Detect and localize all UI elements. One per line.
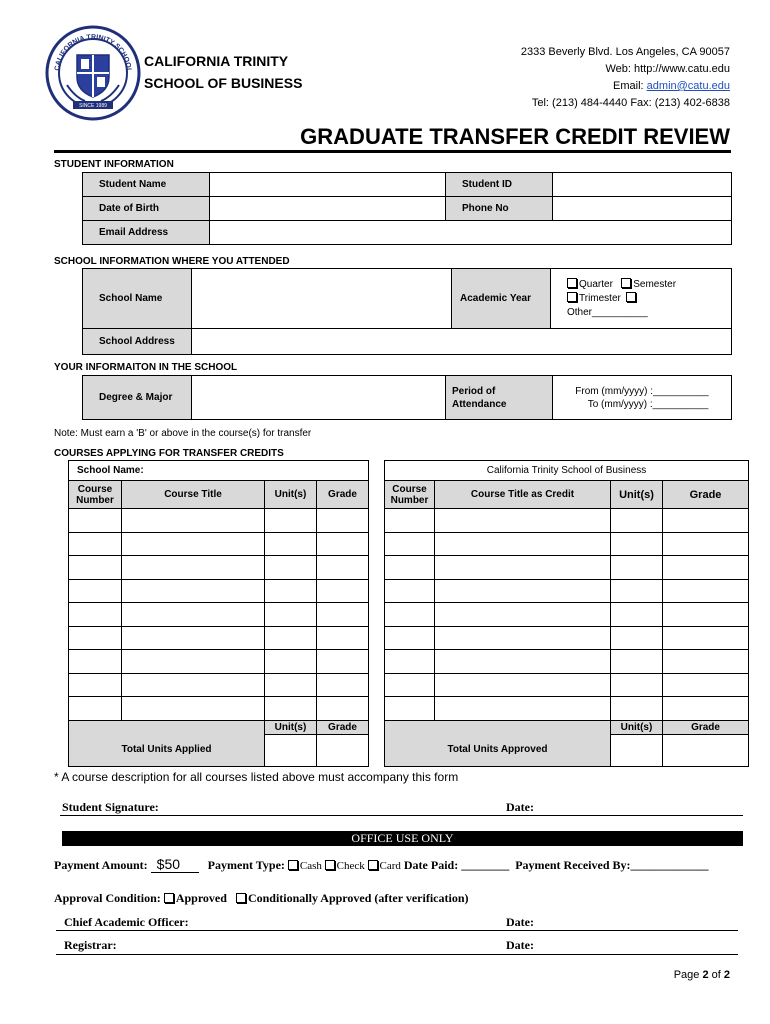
dob-field[interactable] xyxy=(210,197,446,221)
phone-label: Phone No xyxy=(446,197,553,221)
payment-amount-label: Payment Amount: xyxy=(54,858,148,872)
approval-condition-label: Approval Condition: xyxy=(54,891,161,905)
catu-header: California Trinity School of Business xyxy=(385,461,749,481)
courses-heading: COURSES APPLYING FOR TRANSFER CREDITS xyxy=(54,448,284,459)
total-units-field[interactable] xyxy=(265,734,317,766)
approved-units-header: Unit(s) xyxy=(611,720,663,734)
form-title: GRADUATE TRANSFER CREDIT REVIEW xyxy=(300,124,730,149)
web-text: Web: http://www.catu.edu xyxy=(605,63,730,75)
student-name-field[interactable] xyxy=(210,173,446,197)
transfer-note: Note: Must earn a 'B' or above in the course(s) for transfer xyxy=(54,428,312,439)
table-row[interactable] xyxy=(69,509,749,533)
period-label-line2: Attendance xyxy=(452,398,507,410)
cao-label: Chief Academic Officer: xyxy=(64,915,189,929)
total-units-header: Unit(s) xyxy=(265,720,317,734)
approved-units-field[interactable] xyxy=(611,734,663,766)
academic-year-options xyxy=(551,269,732,329)
units-header: Unit(s) xyxy=(265,481,317,509)
quarter-label: Quarter xyxy=(579,278,613,290)
other-checkbox[interactable] xyxy=(626,292,636,302)
course-number-header-right: Course Number xyxy=(385,481,435,509)
approved-checkbox[interactable] xyxy=(164,893,174,903)
conditionally-approved-checkbox[interactable] xyxy=(236,893,246,903)
school-info-table xyxy=(82,268,732,355)
from-text: From (mm/yyyy) :__________ xyxy=(575,385,709,397)
approved-grade-header: Grade xyxy=(663,720,749,734)
school-name-field[interactable] xyxy=(192,269,452,329)
student-id-field[interactable] xyxy=(553,173,732,197)
table-row[interactable] xyxy=(69,650,749,674)
your-info-heading: YOUR INFORMAITON IN THE SCHOOL xyxy=(54,362,238,373)
svg-text:CALIFORNIA TRINITY SCHOOL OF B: CALIFORNIA TRINITY SCHOOL xyxy=(54,33,133,73)
approved-grade-field[interactable] xyxy=(663,734,749,766)
date-paid-label: Date Paid: ________ xyxy=(403,858,510,872)
course-title-header: Course Title xyxy=(122,481,265,509)
school-name-label: School Name xyxy=(83,269,192,329)
total-grade-header: Grade xyxy=(317,720,369,734)
trimester-label: Trimester xyxy=(579,292,621,304)
grade-header: Grade xyxy=(317,481,369,509)
student-name-label: Student Name xyxy=(83,173,210,197)
table-row[interactable] xyxy=(69,532,749,556)
check-label: Check xyxy=(336,860,365,872)
school-seal-logo xyxy=(45,25,141,121)
course-number-header: Course Number xyxy=(69,481,122,509)
title-rule xyxy=(54,150,731,153)
school-name-line1: CALIFORNIA TRINITY xyxy=(144,53,289,69)
table-row[interactable] xyxy=(69,579,749,603)
card-label: Card xyxy=(379,860,401,872)
card-checkbox[interactable] xyxy=(368,860,378,870)
email-prefix: Email: xyxy=(613,80,647,92)
school-name-line2: SCHOOL OF BUSINESS xyxy=(144,75,303,91)
table-row[interactable] xyxy=(69,556,749,580)
payment-received-label: Payment Received By:_____________ xyxy=(515,858,709,872)
tel-text: Tel: (213) 484-4440 Fax: (213) 402-6838 xyxy=(531,97,730,109)
student-signature-label: Student Signature: xyxy=(62,800,159,814)
student-info-heading: STUDENT INFORMATION xyxy=(54,159,174,170)
office-use-banner: OFFICE USE ONLY xyxy=(62,831,743,846)
email-label: Email Address xyxy=(83,221,210,245)
period-label xyxy=(446,376,553,420)
registrar-signature-line[interactable] xyxy=(56,954,738,955)
semester-label: Semester xyxy=(633,278,677,290)
email-link[interactable]: admin@catu.edu xyxy=(646,80,730,92)
approved-label: Approved xyxy=(175,891,227,905)
student-info-table xyxy=(82,172,732,245)
check-checkbox[interactable] xyxy=(325,860,335,870)
degree-major-label: Degree & Major xyxy=(83,376,192,420)
signature-line[interactable] xyxy=(60,815,743,816)
academic-year-label: Academic Year xyxy=(452,269,551,329)
course-title-credit-header: Course Title as Credit xyxy=(435,481,611,509)
svg-text:SINCE 1989: SINCE 1989 xyxy=(79,103,107,109)
cao-date-label: Date: xyxy=(506,915,534,929)
approval-row xyxy=(54,891,468,906)
your-info-table xyxy=(82,375,732,420)
cash-label: Cash xyxy=(299,860,322,872)
total-units-applied-label: Total Units Applied xyxy=(69,720,265,766)
conditionally-approved-label: Conditionally Approved (after verification) xyxy=(247,891,469,905)
phone-field[interactable] xyxy=(553,197,732,221)
total-units-approved-label: Total Units Approved xyxy=(385,720,611,766)
email-line xyxy=(521,78,730,95)
quarter-checkbox[interactable] xyxy=(567,278,577,288)
trimester-checkbox[interactable] xyxy=(567,292,577,302)
payment-amount-value[interactable]: $50 xyxy=(151,856,199,873)
school-address-label: School Address xyxy=(83,329,192,355)
school-info-heading: SCHOOL INFORMATION WHERE YOU ATTENDED xyxy=(54,256,290,267)
cash-checkbox[interactable] xyxy=(288,860,298,870)
to-text: To (mm/yyyy) :__________ xyxy=(587,398,709,410)
contact-block xyxy=(521,44,730,112)
table-gap xyxy=(369,461,385,767)
total-grade-field[interactable] xyxy=(317,734,369,766)
registrar-date-label: Date: xyxy=(506,938,534,952)
units-header-right: Unit(s) xyxy=(611,481,663,509)
other-label: Other__________ xyxy=(567,306,648,318)
school-address-field[interactable] xyxy=(192,329,732,355)
email-field[interactable] xyxy=(210,221,732,245)
page-number: Page 2 of 2 xyxy=(673,969,730,981)
registrar-label: Registrar: xyxy=(64,938,117,952)
period-field[interactable] xyxy=(553,376,732,420)
grade-header-right: Grade xyxy=(663,481,749,509)
dob-label: Date of Birth xyxy=(83,197,210,221)
student-id-label: Student ID xyxy=(446,173,553,197)
cao-signature-line[interactable] xyxy=(56,930,738,931)
course-description-footnote: * A course description for all courses listed above must accompany this form xyxy=(54,770,459,784)
period-label-line1: Period of xyxy=(452,385,496,397)
payment-row xyxy=(54,856,709,873)
payment-type-label: Payment Type: xyxy=(207,858,285,872)
table-row[interactable] xyxy=(69,697,749,721)
degree-major-field[interactable] xyxy=(192,376,446,420)
signature-date-label: Date: xyxy=(506,800,534,814)
table-row[interactable] xyxy=(69,626,749,650)
table-row[interactable] xyxy=(69,603,749,627)
courses-table xyxy=(68,460,749,767)
address-text: 2333 Beverly Blvd. Los Angeles, CA 90057 xyxy=(520,46,730,58)
semester-checkbox[interactable] xyxy=(621,278,631,288)
school-name-cell[interactable]: School Name: xyxy=(69,461,369,481)
table-row[interactable] xyxy=(69,673,749,697)
